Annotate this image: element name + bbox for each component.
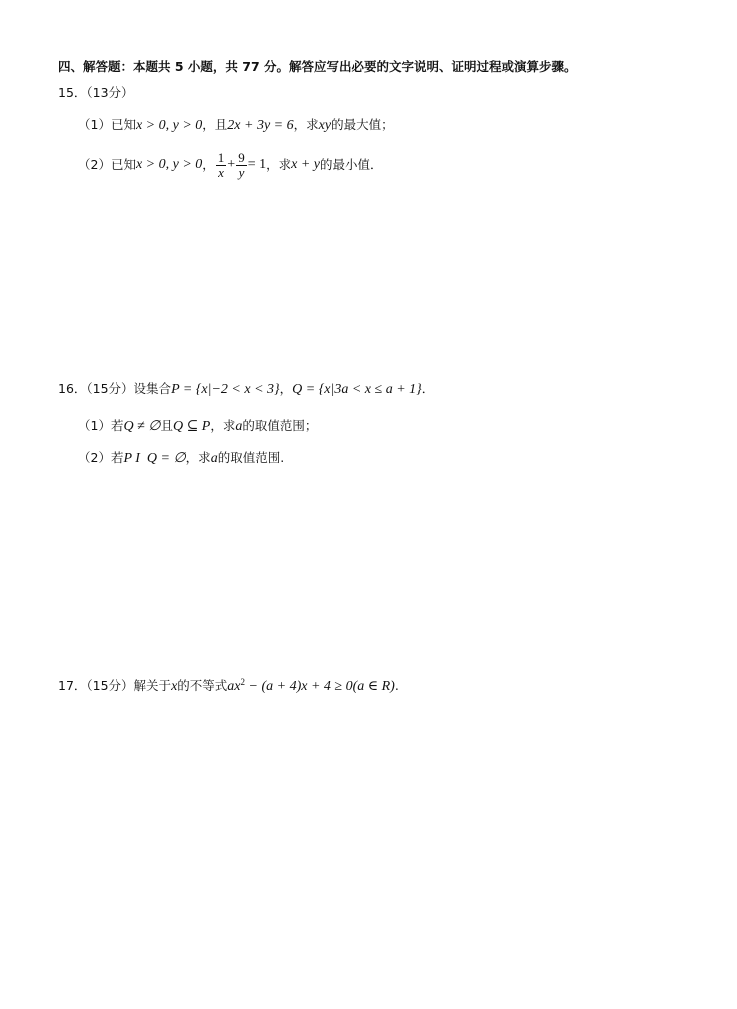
- q15-p1-expr: xy: [318, 118, 332, 133]
- fraction-denominator: y: [238, 164, 245, 180]
- q15-p2-cond1: x > 0, y > 0: [135, 157, 203, 172]
- q17-title: 17．（15分）解关于: [58, 678, 172, 694]
- q16-p1-var: a: [235, 419, 243, 434]
- fraction-numerator: 1: [217, 149, 225, 165]
- q15-p1-cond1: x > 0, y > 0: [135, 118, 203, 133]
- question-16-part-2: [78, 449, 284, 468]
- q15-p2-comma: ，: [202, 157, 215, 172]
- q16-set-p: P = {x|−2 < x < 3}: [171, 382, 280, 397]
- q16-period: ．: [421, 381, 435, 396]
- question-15-title: 15．（13分）: [58, 85, 134, 100]
- q16-set-q: Q = {x|3a < x ≤ a + 1}: [292, 382, 422, 397]
- fraction-9-over-y: [236, 151, 247, 180]
- q16-p1-and: 且: [160, 418, 173, 433]
- q16-p1-suffix: 的取值范围；: [242, 418, 318, 433]
- q16-p2-cond: P I Q = ∅: [123, 451, 186, 466]
- q15-p2-expr: x + y: [291, 157, 320, 172]
- q17-suffix: .: [394, 678, 399, 694]
- q15-p2-eq: = 1: [247, 157, 267, 172]
- q16-comma: ，: [279, 381, 293, 396]
- q15-p2-mid: ，求: [266, 157, 292, 172]
- q16-p1-prefix: （1）若: [78, 418, 124, 433]
- q16-p1-cond2: Q ⊆ P: [172, 419, 211, 434]
- q15-p1-cond2: 2x + 3y = 6: [227, 118, 294, 133]
- q16-title: 16．（15分）设集合: [58, 381, 172, 396]
- fraction-denominator: x: [218, 164, 224, 180]
- fraction-numerator: 9: [238, 149, 245, 165]
- question-17: [58, 673, 399, 696]
- q16-p2-suffix: 的取值范围.: [217, 450, 285, 465]
- q15-p2-prefix: （2）已知: [78, 157, 136, 172]
- q17-mid: 的不等式: [177, 678, 228, 694]
- q16-p2-var: a: [210, 451, 218, 466]
- q15-p2-plus: +: [227, 157, 236, 172]
- q15-p1-prefix: （1）已知: [78, 117, 136, 132]
- q16-p2-prefix: （2）若: [78, 450, 124, 465]
- q17-ineq-a: ax: [227, 679, 241, 695]
- question-15-part-2: [78, 150, 383, 180]
- q17-var: x: [171, 679, 178, 695]
- q17-ineq-rest: − (a + 4)x + 4 ≥ 0(a ∈ R): [245, 679, 395, 695]
- q16-p2-mid: ，求: [185, 450, 211, 465]
- question-16-part-1: [78, 417, 317, 436]
- q15-p1-mid: ，且: [202, 117, 228, 132]
- q15-p2-suffix: 的最小值．: [320, 157, 383, 172]
- q16-p1-cond: Q ≠ ∅: [123, 419, 161, 434]
- q15-p1-suffix: 的最大值；: [331, 117, 394, 132]
- fraction-1-over-x: [216, 151, 227, 180]
- q15-p1-mid2: ，求: [293, 117, 319, 132]
- q17-ineq-sup: 2: [240, 677, 246, 687]
- question-15-part-1: [78, 116, 394, 135]
- question-16-title: [58, 380, 434, 399]
- section-header: 四、解答题：本题共 5 小题，共 77 分。解答应写出必要的文字说明、证明过程或演算步骤。: [58, 59, 577, 74]
- q16-p1-mid: ，求: [210, 418, 236, 433]
